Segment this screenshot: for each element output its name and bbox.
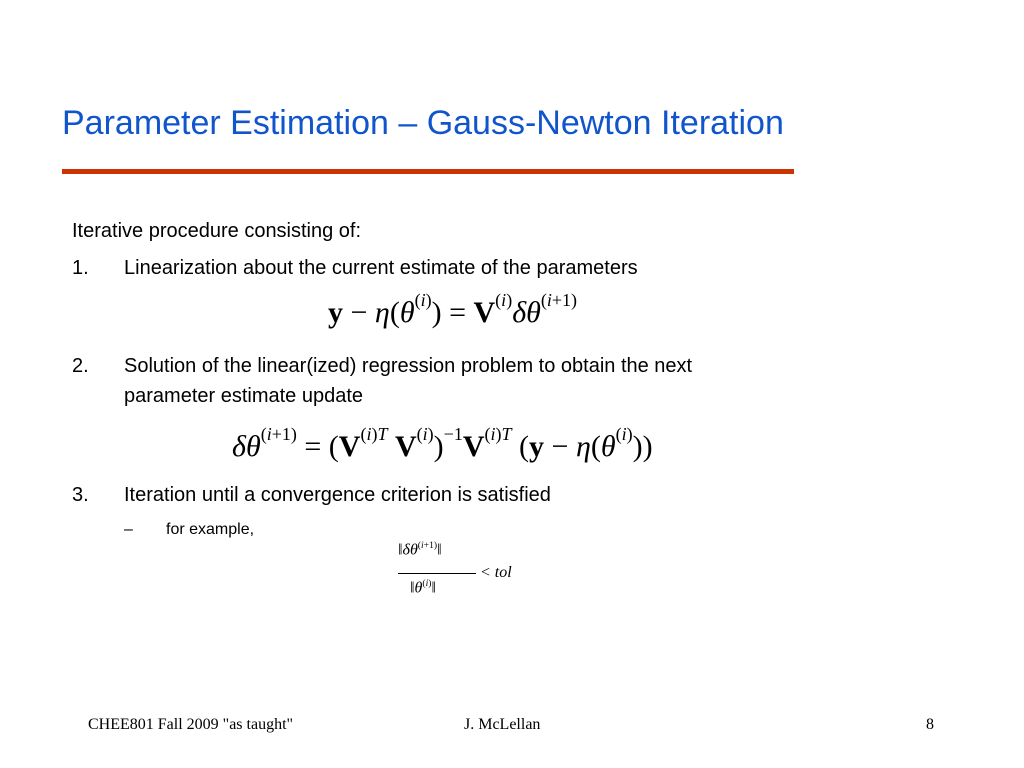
update-equation: $\delta\theta^{(i+1)} = (V^{(i)T}$ $V^{(i)})^{-1}V^{(i)T}$ $(y - \eta(\theta^{(i)}))$ [232,423,653,463]
item-3-text: Iteration until a convergence criterion is satisfied [124,484,551,506]
intro-text: Iterative procedure consisting of: [72,220,362,242]
footer-course: CHEE801 Fall 2009 "as taught" [88,716,294,733]
title-underline [62,169,794,174]
slide-title: Parameter Estimation – Gauss-Newton Iteration [62,104,784,142]
item-2-text-line2: parameter estimate update [124,385,364,407]
fraction-bar [398,573,476,574]
criterion-denominator: $‖\theta^{(i)}‖$ [410,578,436,597]
criterion-numerator: $‖\delta\theta^{(i+1)}‖$ [398,540,442,559]
criterion-rhs: < tol [480,564,512,581]
item-2-number: 2. [72,355,89,377]
item-2-text-line1: Solution of the linear(ized) regression problem to obtain the next [124,355,693,377]
footer-author: J. McLellan [464,716,541,733]
item-1-number: 1. [72,257,89,279]
footer-page-number: 8 [926,716,934,733]
sub-bullet-dash: – [124,521,133,538]
item-3-number: 3. [72,484,89,506]
sub-bullet-text: for example, [166,521,255,538]
linearization-equation: $y - \eta(\theta^{(i)}) = V^{(i)}\delta\theta^{(i+1)}$ [328,289,578,329]
item-1-text: Linearization about the current estimate of the parameters [124,257,638,279]
